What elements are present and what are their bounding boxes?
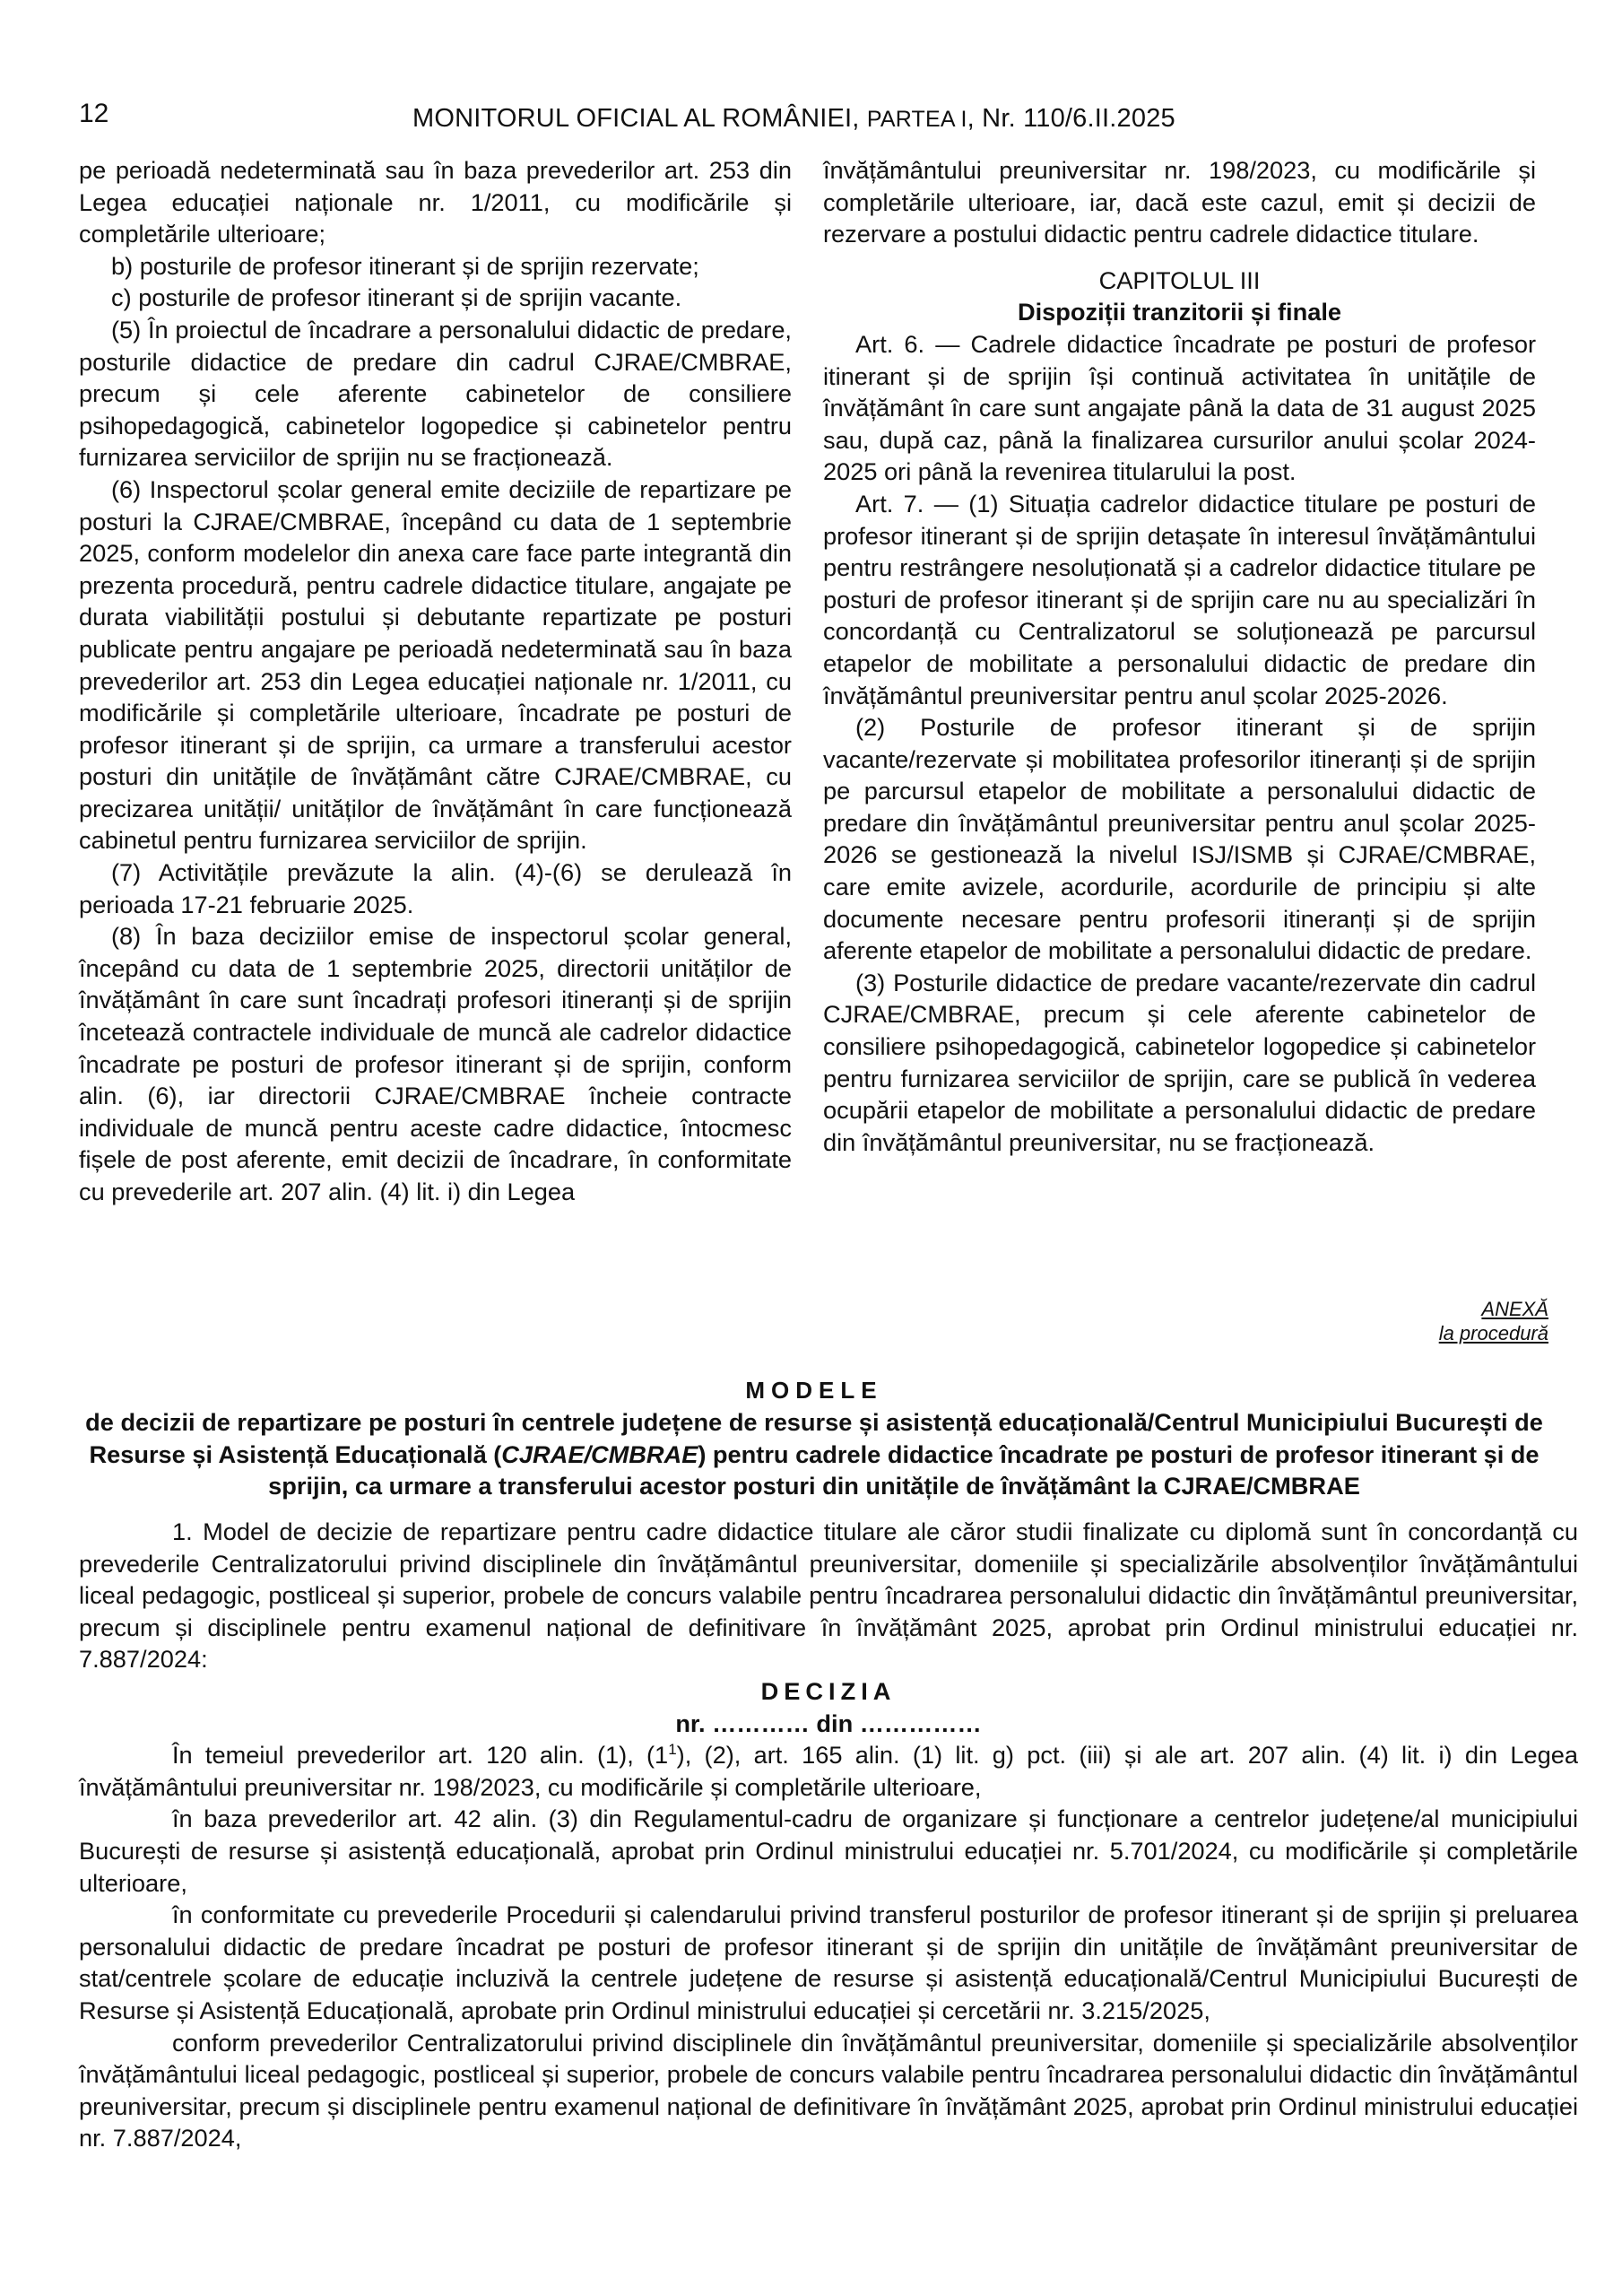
models-subtitle — [79, 1406, 1549, 1502]
annex-title: ANEXĂ — [1481, 1298, 1548, 1320]
publication-name: MONITORUL OFICIAL AL ROMÂNIEI, — [412, 104, 867, 133]
legal-basis: conform prevederilor Centralizatorului privind disciplinele din învățământul preuniversitar, domeniile și specializările absolvenților învățământului liceal pedagogic, postliceal și superior, probele de concurs valabile pentru încadrarea personalului didactic din învățământul preuniversitar, precum și disciplinele pentru examenul național de definitivare în învățământ 2025, aprobat prin Ordinul ministrului educației nr. 7.887/2024, — [79, 2028, 1578, 2152]
paragraph: pe perioadă nedeterminată sau în baza prevederilor art. 253 din Legea educației naționale nr. 1/2011, cu modificările și completările ulterioare; — [79, 156, 792, 248]
chapter-heading: CAPITOLUL III — [1098, 265, 1261, 294]
paragraph: (6) Inspectorul școlar general emite deciziile de repartizare pe posturi la CJRAE/CMBRAE, începând cu data de 1 septembrie 2025, conform modelelor din anexa care face parte integrantă din prezenta procedură, pentru cadrele didactice titulare, angajate pe durata viabilității postului și debutante repartizate pe posturi publicate pentru angajare pe perioadă nedeterminată sau în baza prevederilor art. 253 din Legea educației naționale nr. 1/2011, cu modificările și completările ulterioare, încadrate pe posturi de profesor itinerant și de sprijin, ca urmare a transferului acestor posturi din unitățile de învățământ către CJRAE/CMBRAE, cu precizarea unității/ unităților de învățământ în care funcționează cabinetul pentru furnizarea serviciilor de sprijin. — [79, 474, 792, 855]
paragraph: (7) Activitățile prevăzute la alin. (4)-(6) se derulează în perioada 17-21 februarie 2025. — [79, 858, 792, 918]
decision-title: DECIZIA — [760, 1676, 897, 1705]
list-item: b) posturile de profesor itinerant și de sprijin rezervate; — [111, 251, 699, 280]
right-column — [823, 154, 1536, 1158]
list-item: c) posturile de profesor itinerant și de sprijin vacante. — [111, 283, 682, 312]
decision-number: nr. ………… din …………… — [675, 1709, 982, 1737]
paragraph: învățământului preuniversitar nr. 198/2023, cu modificările și completările ulterioare, iar, dacă este cazul, emit și decizii de rezervare a postului didactic pentru cadrele didactice titulare. — [823, 156, 1536, 248]
page-number: 12 — [79, 99, 109, 128]
legal-basis-text: În temeiul prevederilor art. 120 alin. (1), (1 — [172, 1741, 669, 1770]
paragraph: (5) În proiectul de încadrare a personalului didactic de predare, posturile didactice de predare din cadrul CJRAE/CMBRAE, precum și cele aferente cabinetelor de consiliere psihopedagogică, cabinetelor logopedice și cabinetelor pentru furnizarea serviciilor de sprijin nu se fracționează. — [79, 315, 792, 472]
article-paragraph: Art. 6. — Cadrele didactice încadrate pe posturi de profesor itinerant și de sprijin își continuă activitatea în unitățile de învățământ în care sunt angajate până la data de 31 august 2025 sau, după caz, până la finalizarea cursurilor anului școlar 2024-2025 ori până la revenirea titularului la post. — [823, 329, 1536, 486]
annex-subtitle: la procedură — [1438, 1322, 1548, 1344]
models-title: MODELE — [745, 1377, 883, 1404]
publication-issue: , Nr. 110/6.II.2025 — [967, 104, 1175, 133]
running-header — [412, 104, 1175, 134]
publication-part: PARTEA I — [866, 107, 967, 132]
chapter-title: Dispoziții tranzitorii și finale — [1017, 298, 1342, 326]
legal-basis-text: ), (2), art. 165 alin. (1) lit. g) pct. (iii) și ale art. 207 alin. (4) lit. i) din Legea învățământului preuniversitar nr. 198/2023, cu modificările și completările ulterioare, — [79, 1741, 1578, 1801]
legal-basis: în baza prevederilor art. 42 alin. (3) din Regulamentul-cadru de organizare și funcționare a centrelor județene/al municipiului București de resurse și asistență educațională, aprobat prin Ordinul ministrului educației nr. 5.701/2024, cu modificările și completările ulterioare, — [79, 1805, 1578, 1897]
paragraph: (3) Posturile didactice de predare vacante/rezervate din cadrul CJRAE/CMBRAE, precum și cele aferente cabinetelor de consiliere psihopedagogică, cabinetelor logopedice și cabinetelor pentru furnizarea serviciilor de sprijin, care se publică în vederea ocupării etapelor de mobilitate a personalului didactic de predare din învățământul preuniversitar, nu se fracționează. — [823, 968, 1536, 1156]
models-body — [79, 1516, 1578, 2154]
left-column — [79, 154, 792, 1208]
superscript: 1 — [668, 1741, 677, 1759]
subtitle-part: ) pentru cadrele didactice încadrate pe posturi de profesor itinerant și de sprijin, ca urmare a transferului acestor posturi din unitățile de învățământ la CJRAE/CMBRAE — [268, 1439, 1540, 1500]
annex-label — [1439, 1297, 1548, 1345]
legal-basis — [79, 1739, 1578, 1803]
subtitle-abbreviation: CJRAE/CMBRAE — [501, 1439, 698, 1468]
paragraph: (2) Posturile de profesor itinerant și de sprijin vacante/rezervate și mobilitatea profesorilor itineranți și de sprijin pe parcursul etapelor de mobilitate a personalului didactic de predare din învățământul preuniversitar pentru anul școlar 2025-2026 se gestionează la nivelul ISJ/ISMB și CJRAE/CMBRAE, care emite avizele, acordurile, acordurile de principiu și alte documente necesare pentru profesorii itineranți și de sprijin aferente etapelor de mobilitate a personalului didactic de predare. — [823, 713, 1536, 965]
article-paragraph: Art. 7. — (1) Situația cadrelor didactice titulare pe posturi de profesor itinerant și de sprijin detașate în interesul învățământului pentru restrângere nesoluționată și a cadrelor didactice titulare pe posturi de profesor itinerant și de sprijin care nu au specializări în concordanță cu Centralizatorul se soluționează pe parcursul etapelor de mobilitate a personalului didactic de predare din învățământul preuniversitar pentru anul școlar 2025-2026. — [823, 489, 1536, 709]
legal-basis: în conformitate cu prevederile Procedurii și calendarului privind transferul posturilor de profesor itinerant și de sprijin și preluarea personalului didactic de predare încadrat pe posturi de profesor itinerant și de sprijin din unitățile de învățământ preuniversitar de stat/centrele școlare de educație incluzivă la centrele județene de resurse și asistență educațională/Centrul Municipiului București de Resurse și Asistență Educațională, aprobate prin Ordinul ministrului educației și cercetării nr. 3.215/2025, — [79, 1900, 1578, 2024]
model-intro: 1. Model de decizie de repartizare pentru cadre didactice titulare ale căror studii finalizate cu diplomă sunt în concordanță cu prevederile Centralizatorului privind disciplinele din învățământul preuniversitar, domeniile și specializările absolvenților învățământului liceal pedagogic, postliceal și superior, probele de concurs valabile pentru încadrarea personalului didactic din învățământul preuniversitar, precum și disciplinele pentru examenul național de definitivare în învățământ 2025, aprobat prin Ordinul ministrului educației nr. 7.887/2024: — [79, 1518, 1578, 1674]
paragraph: (8) În baza deciziilor emise de inspectorul școlar general, începând cu data de 1 septembrie 2025, directorii unităților de învățământ în care sunt încadrați profesori itineranți și de sprijin încetează contractele individuale de muncă ale cadrelor didactice încadrate pe posturi de profesor itinerant și de sprijin, conform alin. (6), iar directorii CJRAE/CMBRAE încheie contracte individuale de muncă pentru aceste cadre didactice, întocmesc fișele de post aferente, emit decizii de încadrare, în conformitate cu prevederile art. 207 alin. (4) lit. i) din Legea — [79, 922, 792, 1205]
subtitle-part: de decizii de repartizare pe posturi în centrele județene de resurse și asistență educațională/Centrul Municipiului București de Resurse și Asistență Educațională ( — [85, 1408, 1543, 1468]
